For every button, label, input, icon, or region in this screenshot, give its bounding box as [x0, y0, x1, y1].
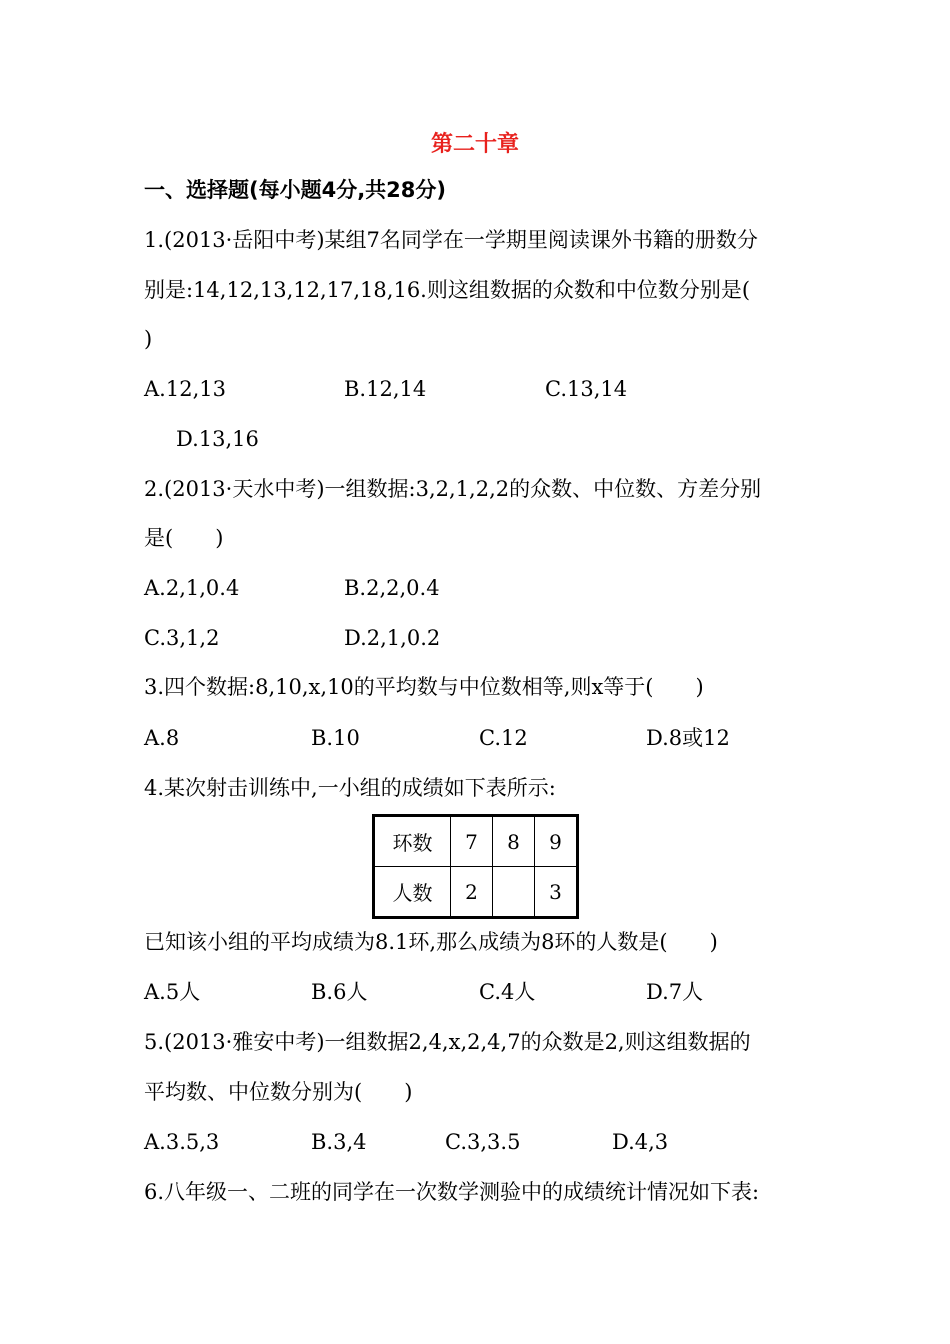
table-cell: 2	[451, 867, 493, 918]
question-5-option-d: D.4,3	[612, 1130, 669, 1154]
question-1-option-c: C.13,14	[545, 377, 628, 401]
question-1-option-d: D.13,16	[176, 427, 259, 451]
question-5-option-b: B.3,4	[311, 1130, 367, 1154]
question-3-line-1: 3.四个数据:8,10,x,10的平均数与中位数相等,则x等于( )	[144, 675, 704, 699]
table-row	[374, 867, 578, 918]
question-5-option-c: C.3,3.5	[445, 1130, 521, 1154]
table-cell: 8	[493, 816, 535, 867]
question-4-line-1: 4.某次射击训练中,一小组的成绩如下表所示:	[144, 776, 556, 800]
question-2-option-c: C.3,1,2	[144, 626, 220, 650]
question-1-line-3: )	[144, 327, 153, 351]
question-4-option-a: A.5人	[144, 980, 201, 1004]
question-6-line-1: 6.八年级一、二班的同学在一次数学测验中的成绩统计情况如下表:	[144, 1180, 760, 1204]
table-cell: 环数	[374, 816, 451, 867]
question-4-line-2: 已知该小组的平均成绩为8.1环,那么成绩为8环的人数是( )	[144, 930, 718, 954]
question-5-option-a: A.3.5,3	[144, 1130, 220, 1154]
table-cell: 人数	[374, 867, 451, 918]
question-1-option-a: A.12,13	[144, 377, 226, 401]
question-5-line-1: 5.(2013·雅安中考)一组数据2,4,x,2,4,7的众数是2,则这组数据的	[144, 1030, 751, 1054]
table-cell: 3	[535, 867, 578, 918]
section-heading: 一、选择题(每小题4分,共28分)	[144, 178, 447, 202]
question-1-option-b: B.12,14	[344, 377, 427, 401]
question-3-option-b: B.10	[311, 726, 360, 750]
question-2-option-a: A.2,1,0.4	[144, 576, 240, 600]
question-4-option-b: B.6人	[311, 980, 368, 1004]
question-2-line-1: 2.(2013·天水中考)一组数据:3,2,1,2,2的众数、中位数、方差分别	[144, 477, 762, 501]
question-2-line-2: 是( )	[144, 526, 224, 550]
table-cell: 7	[451, 816, 493, 867]
question-2-option-b: B.2,2,0.4	[344, 576, 440, 600]
table-row	[374, 816, 578, 867]
score-table	[372, 814, 579, 919]
table-cell	[493, 867, 535, 918]
table-cell: 9	[535, 816, 578, 867]
chapter-title: 第二十章	[430, 132, 519, 157]
question-4-option-c: C.4人	[479, 980, 536, 1004]
question-1-line-2: 别是:14,12,13,12,17,18,16.则这组数据的众数和中位数分别是(	[144, 278, 751, 302]
question-2-option-d: D.2,1,0.2	[344, 626, 441, 650]
question-3-option-d: D.8或12	[646, 726, 730, 750]
question-1-line-1: 1.(2013·岳阳中考)某组7名同学在一学期里阅读课外书籍的册数分	[144, 228, 758, 252]
question-5-line-2: 平均数、中位数分别为( )	[144, 1080, 413, 1104]
question-4-option-d: D.7人	[646, 980, 704, 1004]
question-3-option-c: C.12	[479, 726, 528, 750]
question-3-option-a: A.8	[144, 726, 180, 750]
